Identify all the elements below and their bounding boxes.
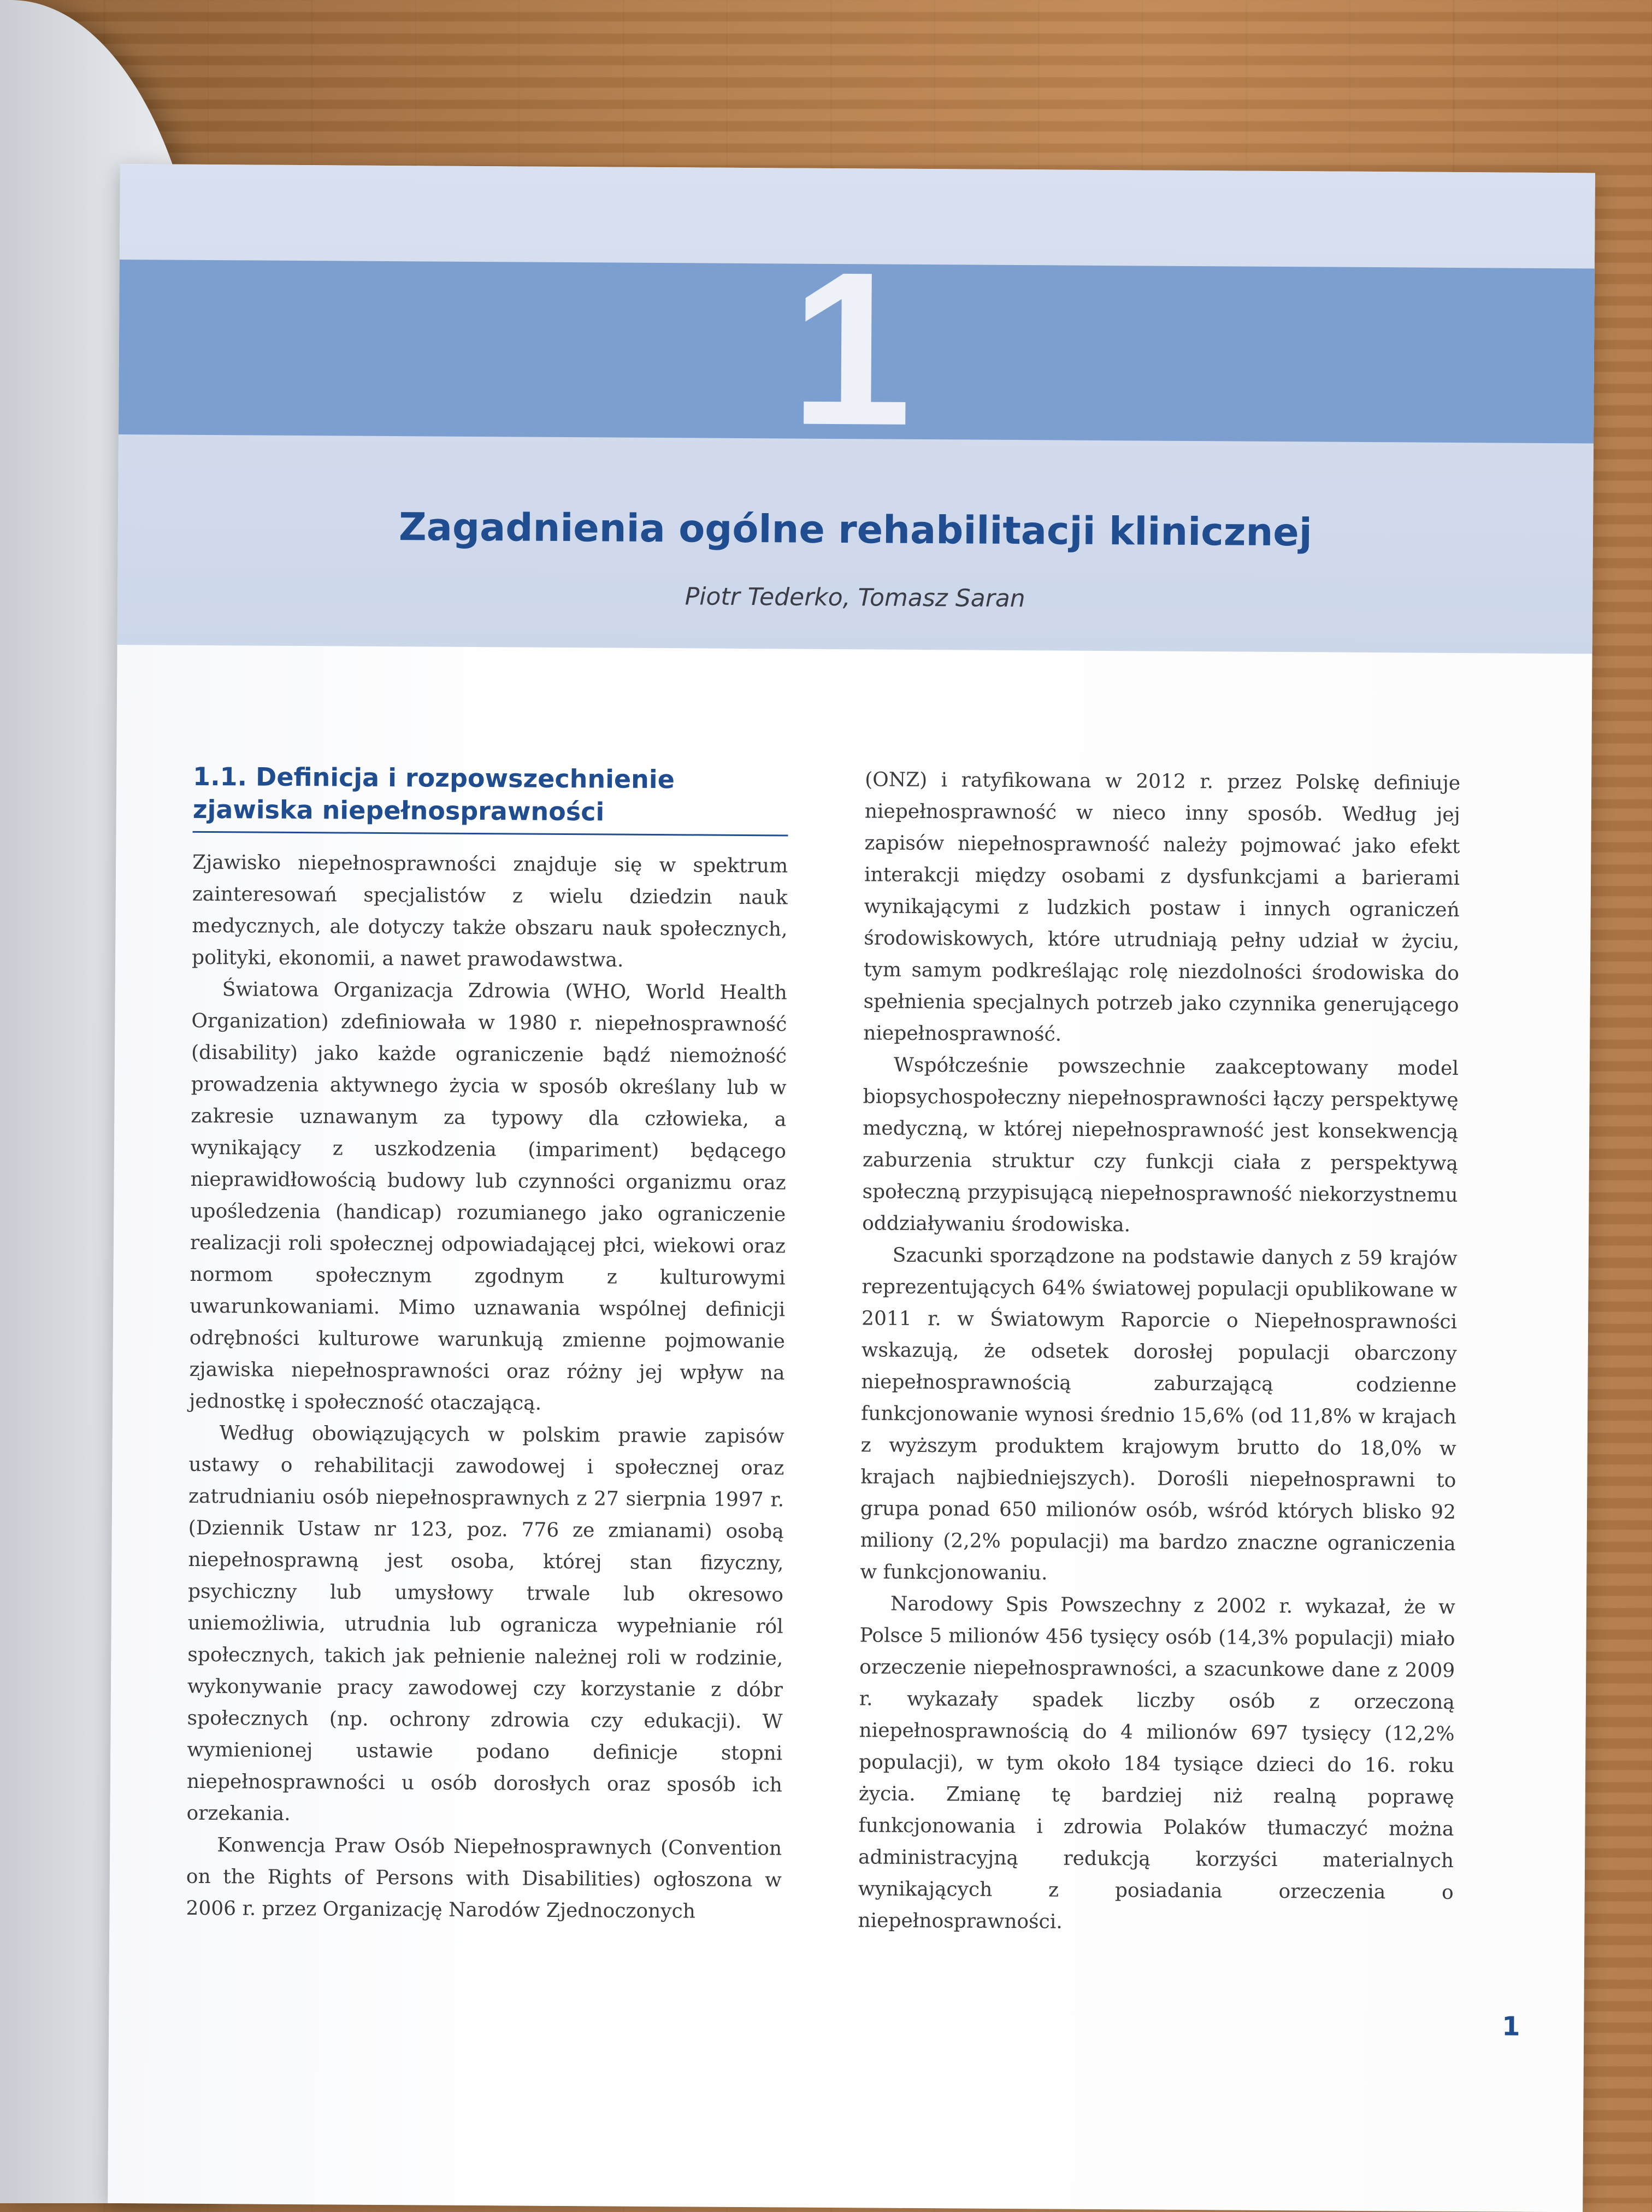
- paragraph: Narodowy Spis Powszechny z 2002 r. wykazał, że w Polsce 5 milionów 456 tysięcy osób (14,3% populacji) miało orzeczenie niepełnosprawności, a szacunkowe dane z 2009 r. wykazały spadek liczby osób z orzeczoną niepełnosprawnością do 4 milionów 697 tysięcy (12,2% populacji), w tym około 184 tysiące dzieci do 16. roku życia. Zmianę tę bardziej niż realną poprawę funkcjonowania i zdrowia Polaków tłumaczyć można administracyjną redukcją korzyści materialnych wynikających z posiadania orzeczenia o niepełnosprawności.: [858, 1592, 1456, 1933]
- paragraph: Według obowiązujących w polskim prawie zapisów ustawy o rehabilitacji zawodowej i społecznej oraz zatrudnianiu osób niepełnosprawnych z 27 sierpnia 1997 r. (Dziennik Ustaw nr 123, poz. 776 ze zmianami) osobą niepełnosprawną jest osoba, której stan fizyczny, psychiczny lub umysłowy trwale lub okresowo uniemożliwia, utrudnia lub ogranicza wypełnianie ról społecznych, takich jak pełnienie należnej roli w rodzinie, wykonywanie pracy zawodowej czy korzystanie z dóbr społecznych (np. ochrony zdrowia czy edukacji). W wymienionej ustawie podano definicje stopni niepełnosprawności u osób dorosłych oraz sposób ich orzekania.: [186, 1422, 784, 1825]
- left-column: [186, 760, 788, 1928]
- paragraph: Światowa Organizacja Zdrowia (WHO, World Health Organization) zdefiniowała w 1980 r. niepełnosprawność (disability) jako każde ograniczenie bądź niemożność prowadzenia aktywnego życia w sposób określany lub w zakresie uznawanym za typowy dla człowieka, a wynikający z uszkodzenia (impariment) będącego nieprawidłowością budowy lub czynności organizmu oraz upośledzenia (handicap) rozumianego jako ograniczenie realizacji roli społecznej odpowiadającej płci, wiekowi oraz normom społecznym zgodnym z kulturowymi uwarunkowaniami. Mimo uznawania wspólnej definicji odrębności kulturowe warunkują zmienne pojmowanie zjawiska niepełnosprawności oraz różny jej wpływ na jednostkę i społeczność otaczającą.: [189, 978, 787, 1415]
- paragraph: Zjawisko niepełnosprawności znajduje się w spektrum zainteresowań specjalistów z wielu dziedzin nauk medycznych, ale dotyczy także obszaru nauk społecznych, polityki, ekonomii, a nawet prawodawstwa.: [192, 851, 788, 972]
- paragraph: Współcześnie powszechnie zaakceptowany model biopsychospołeczny niepełnosprawności łączy perspektywę medyczną, w której niepełnosprawność jest konsekwencją zaburzenia struktur czy funkcji ciała z perspektywą społeczną przypisującą niepełnosprawność niekorzystnemu oddziaływaniu środowiska.: [862, 1054, 1459, 1237]
- paragraph: Szacunki sporządzone na podstawie danych z 59 krajów reprezentujących 64% światowej populacji opublikowane w 2011 r. w Światowym Raporcie o Niepełnosprawności wskazują, że odsetek dorosłej populacji obarczony niepełnosprawnością zaburzającą codzienne funkcjonowanie wynosi średnio 15,6% (od 11,8% w krajach z wyższym produktem krajowym brutto do 18,0% w krajach najbiedniejszych). Dorośli niepełnosprawni to grupa ponad 650 milionów osób, wśród których blisko 92 miliony (2,2% populacji) ma bardzo znaczne ograniczenia w funkcjonowaniu.: [860, 1244, 1458, 1585]
- chapter-authors: Piotr Tederko, Tomasz Saran: [685, 583, 1025, 613]
- page-number: 1: [1502, 2011, 1520, 2042]
- paragraph: Konwencja Praw Osób Niepełnosprawnych (Convention on the Rights of Persons with Disabilities) ogłoszona w 2006 r. przez Organizację Narodów Zjednoczonych: [186, 1834, 782, 1923]
- right-column: [858, 764, 1460, 1940]
- chapter-title: Zagadnienia ogólne rehabilitacji klinicznej: [398, 504, 1313, 555]
- chapter-number: 1: [789, 226, 913, 471]
- paragraph: (ONZ) i ratyfikowana w 2012 r. przez Polskę definiuje niepełnosprawność w nieco inny sposób. Według jej zapisów niepełnosprawność należy pojmować jako efekt interakcji między osobami z dysfunkcjami a barierami wynikającymi z ludzkich postaw i innych ograniczeń środowiskowych, które utrudniają pełny udział w życiu, tym samym podkreślając rolę niezdolności środowiska do spełnienia specjalnych potrzeb jako czynnika generującego niepełnosprawność.: [863, 768, 1461, 1046]
- section-heading: 1.1. Definicja i rozpowszechnienie zjawiska niepełnosprawności: [193, 760, 789, 837]
- book-page: [108, 164, 1595, 2212]
